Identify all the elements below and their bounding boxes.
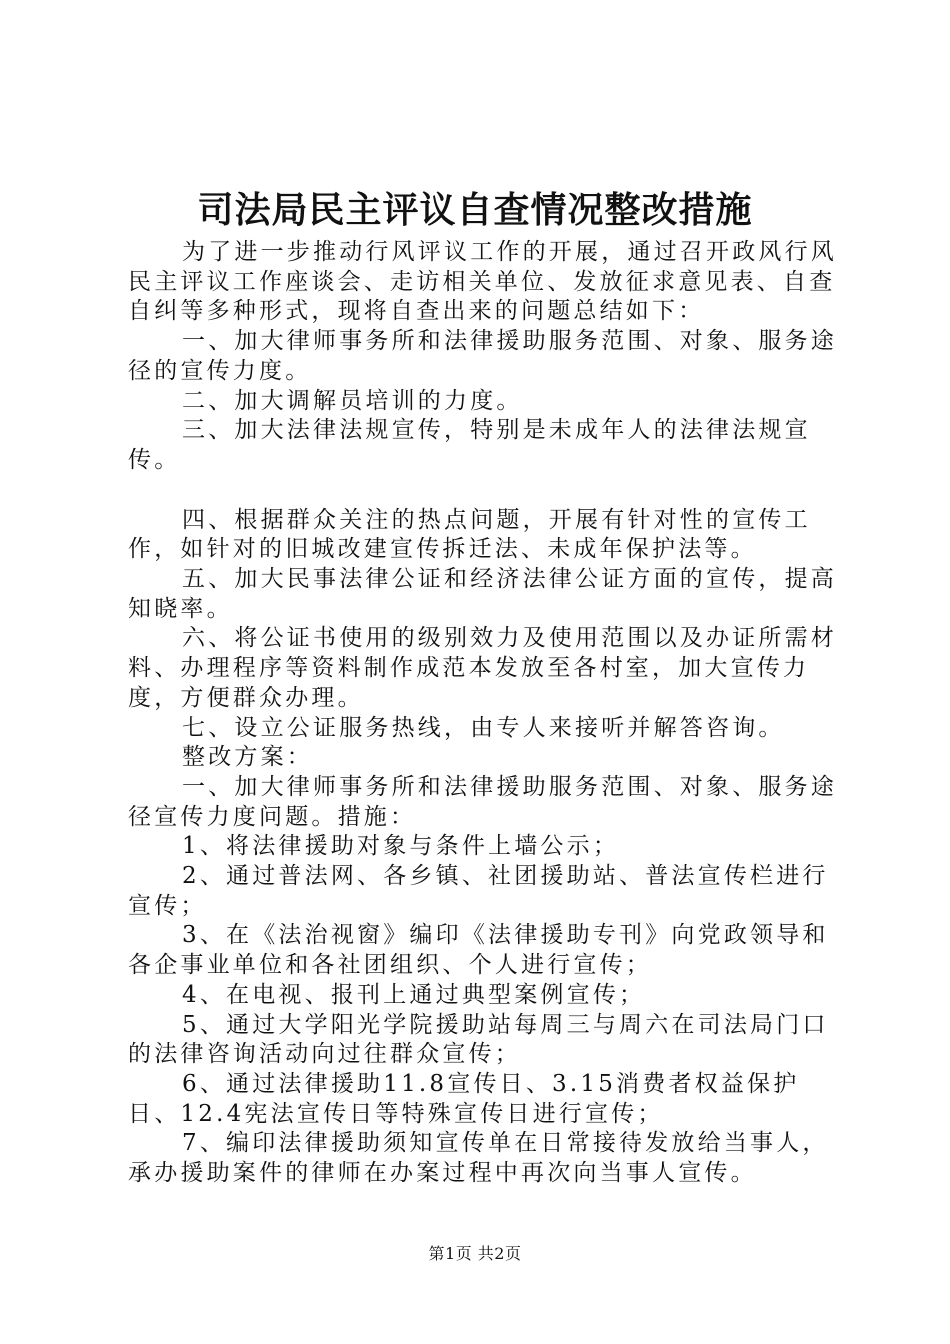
- paragraph-issue-4: 四、根据群众关注的热点问题，开展有针对性的宣传工作，如针对的旧城改建宣传拆迁法、未成年保护法等。: [128, 506, 811, 563]
- page-footer: 第1页 共2页: [428, 1244, 522, 1263]
- paragraph-measure-2: 2、通过普法网、各乡镇、社团援助站、普法宣传栏进行宣传；: [128, 863, 829, 919]
- document-body: [128, 238, 848, 1189]
- paragraph-issue-7: 七、设立公证服务热线，由专人来接听并解答咨询。: [182, 714, 785, 741]
- paragraph-issue-2: 二、加大调解员培训的力度。: [182, 387, 523, 414]
- paragraph-measure-1: 1、将法律援助对象与条件上墙公示；: [182, 833, 620, 860]
- paragraph-issue-1: 一、加大律师事务所和法律援助服务范围、对象、服务途径的宣传力度。: [128, 328, 837, 384]
- paragraph-issue-6: 六、将公证书使用的级别效力及使用范围以及办证所需材料、办理程序等资料制作成范本发放至各村室，加大宣传力度，方便群众办理。: [128, 625, 837, 711]
- paragraph-measure-6: 6、通过法律援助11.8宣传日、3.15消费者权益保护日、12.4宪法宣传日等特殊宣传日进行宣传；: [128, 1070, 800, 1127]
- paragraph-measure-4: 4、在电视、报刊上通过典型案例宣传；: [182, 981, 646, 1008]
- paragraph-plan-1: 一、加大律师事务所和法律援助服务范围、对象、服务途径宣传力度问题。措施：: [128, 773, 837, 830]
- paragraph-measure-7: 7、编印法律援助须知宣传单在日常接待发放给当事人，承办援助案件的律师在办案过程中再次向当事人宣传。: [128, 1130, 829, 1187]
- paragraph-measure-3: 3、在《法治视窗》编印《法律援助专刊》向党政领导和各企事业单位和各社团组织、个人进行宣传；: [128, 922, 829, 979]
- document-title: 司法局民主评议自查情况整改措施: [197, 189, 753, 231]
- paragraph-plan-heading: 整改方案：: [182, 744, 313, 771]
- paragraph-issue-5: 五、加大民事法律公证和经济法律公证方面的宣传，提高知晓率。: [128, 566, 837, 622]
- paragraph-intro: 为了进一步推动行风评议工作的开展，通过召开政风行风民主评议工作座谈会、走访相关单位、发放征求意见表、自查自纠等多种形式，现将自查出来的问题总结如下：: [128, 239, 837, 325]
- paragraph-issue-3: 三、加大法律法规宣传，特别是未成年人的法律法规宣传。: [128, 417, 811, 473]
- paragraph-measure-5: 5、通过大学阳光学院援助站每周三与周六在司法局门口的法律咨询活动向过往群众宣传；: [128, 1011, 829, 1068]
